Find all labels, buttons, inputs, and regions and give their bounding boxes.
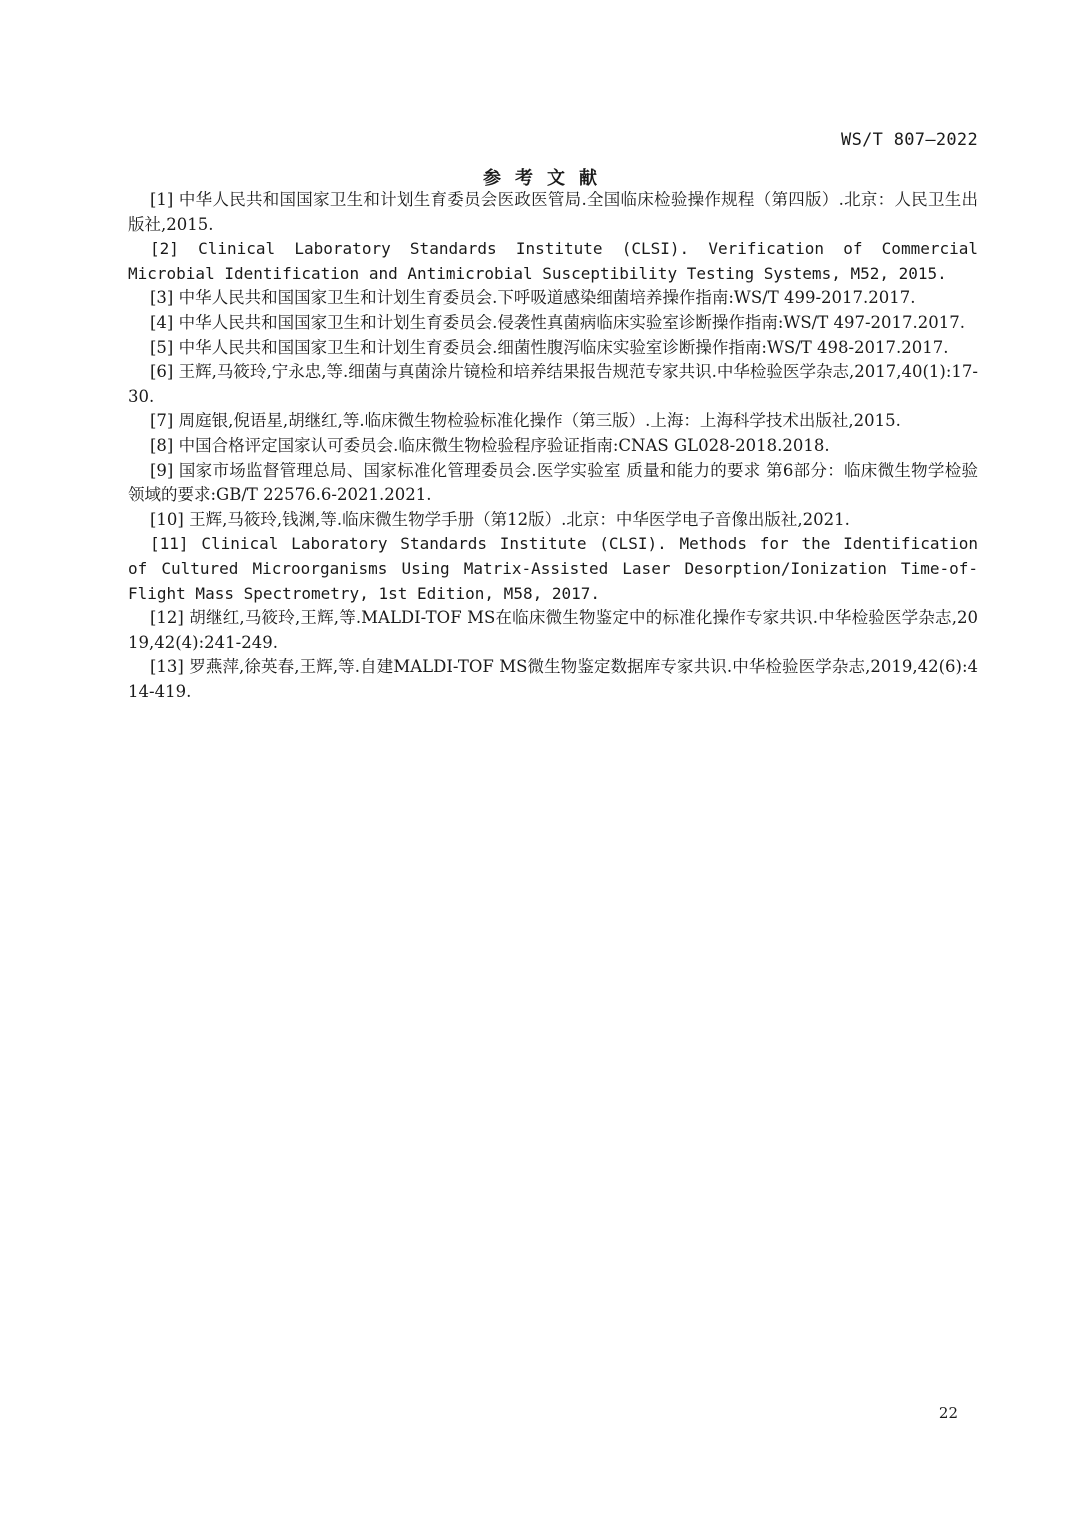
reference-entry-5: [5] 中华人民共和国国家卫生和计划生育委员会.细菌性腹泻临床实验室诊断操作指南:WS/T 498-2017.2017. [150,337,949,357]
reference-entry-4: [4] 中华人民共和国国家卫生和计划生育委员会.侵袭性真菌病临床实验室诊断操作指南:WS/T 497-2017.2017. [150,312,966,332]
reference-entry-13: [13] 罗燕萍,徐英春,王辉,等.自建MALDI-TOF MS微生物鉴定数据库专家共识.中华检验医学杂志,2019,42(6):414-419. [128,657,978,701]
reference-entry-1: [1] 中华人民共和国国家卫生和计划生育委员会医政医管局.全国临床检验操作规程（第四版）.北京：人民卫生出版社,2015. [128,190,978,234]
section-title: 参考文献 [483,168,611,189]
reference-entry-10: [10] 王辉,马筱玲,钱渊,等.临床微生物学手册（第12版）.北京：中华医学电子音像出版社,2021. [150,509,850,529]
reference-entry-6: [6] 王辉,马筱玲,宁永忠,等.细菌与真菌涂片镜检和培养结果报告规范专家共识.中华检验医学杂志,2017,40(1):17-30. [128,362,978,406]
reference-entry-7: [7] 周庭银,倪语星,胡继红,等.临床微生物检验标准化操作（第三版）.上海：上海科学技术出版社,2015. [150,411,901,431]
reference-list [128,188,978,704]
reference-entry-8: [8] 中国合格评定国家认可委员会.临床微生物检验程序验证指南:CNAS GL028-2018.2018. [150,435,830,455]
reference-entry-11: [11] Clinical Laboratory Standards Institute (CLSI). Methods for the Identification of Cultured Microorganisms Using Matrix-Assisted Laser Desorption/Ionization Time-of-Flight Mass Spectrometry, 1st Edition, M58, 2017. [128,534,978,603]
reference-entry-3: [3] 中华人民共和国国家卫生和计划生育委员会.下呼吸道感染细菌培养操作指南:WS/T 499-2017.2017. [150,288,916,308]
reference-entry-2: [2] Clinical Laboratory Standards Institute (CLSI). Verification of Commercial Microbial Identification and Antimicrobial Susceptibility Testing Systems, M52, 2015. [128,239,978,283]
reference-entry-9: [9] 国家市场监督管理总局、国家标准化管理委员会.医学实验室 质量和能力的要求 第6部分：临床微生物学检验领域的要求:GB/T 22576.6-2021.2021. [128,460,978,505]
standard-code: WS/T 807—2022 [841,130,978,150]
reference-entry-12: [12] 胡继红,马筱玲,王辉,等.MALDI-TOF MS在临床微生物鉴定中的标准化操作专家共识.中华检验医学杂志,2019,42(4):241-249. [128,608,978,652]
page-number: 22 [938,1404,958,1422]
